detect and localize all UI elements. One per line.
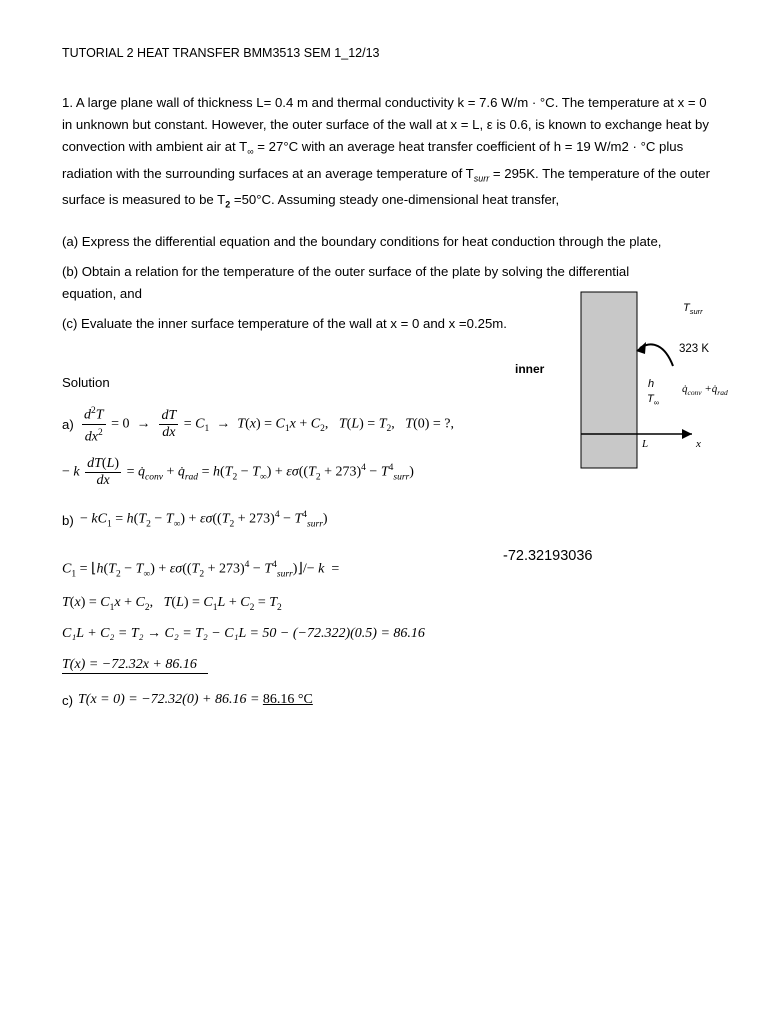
part-b-label: b) — [62, 513, 74, 528]
problem-text-4: =50°C. Assuming steady one-dimensional heat transfer, — [230, 192, 560, 208]
equation-boundary: − k $\frac{dT(L)}{dx}$ = $q̇_{conv}$ + $q̇_{rad} = h(T_2 - T_\infty) + \varepsilon\sigma((T_2 + 273)^4 - T^4_{surr})$ — [62, 456, 414, 488]
x-axis-arrowhead — [682, 429, 692, 439]
diagram-inner-label: inner — [515, 362, 545, 376]
equation-c — [78, 692, 313, 708]
diagram-h-label: h — [648, 378, 655, 390]
question-b: (b) Obtain a relation for the temperature of the outer surface of the plate by solving the differential equation, and — [62, 264, 630, 301]
diagram-q-label: $q̇_{conv}$ $+q̇_{rad}$ — [682, 383, 728, 398]
answer-value: 86.16 °C — [262, 692, 313, 707]
question-a: (a) Express the differential equation and the boundary conditions for heat conduction through the plate, — [62, 234, 662, 249]
wall-rectangle — [581, 292, 637, 468]
diagram-t-inf-label: $T_\infty$ — [647, 393, 660, 408]
equation-c2: C₁L + C₂ = T₂ → C₂ = T₂ − C₁L = 50 − (−72.322)(0.5) = 86.16 — [62, 626, 425, 641]
part-a-label: a) — [62, 417, 74, 432]
diagram-L-label: L — [642, 438, 649, 450]
c1-value: -72.32193036 — [503, 548, 593, 564]
solution-heading: Solution — [62, 375, 110, 390]
t2-subscript: 2 — [225, 199, 231, 210]
wall-diagram — [560, 290, 760, 480]
problem-statement — [62, 92, 717, 216]
equation-tx-general: $T(x) = C_1x + C_2$, $T(L) = C_1L + C_2 = T_2$ — [62, 595, 282, 613]
diagram-t-surr-label: $T_{surr}$ — [683, 302, 703, 317]
document-title: TUTORIAL 2 HEAT TRANSFER BMM3513 SEM 1_12/13 — [62, 46, 380, 60]
t-surr-subscript: surr — [473, 173, 490, 184]
wall-diagram-svg — [560, 290, 760, 480]
equation-tx-result: T(x) = −72.32x + 86.16 — [62, 657, 208, 674]
question-c: (c) Evaluate the inner surface temperature of the wall at x = 0 and x =0.25m. — [62, 316, 507, 331]
equation-c1: $C_1$ = $⌊h(T_2 - T_\infty) + \varepsilon\sigma((T_2 + 273)^4$ − $T^4_{surr})⌋/- k$ = — [62, 560, 340, 580]
problem-text-1: 1. A large plane wall of thickness L= 0.4 m and thermal conductivity k = 7.6 W/m · °C. The temperature at x = 0 in unknown but constant. However, the outer surface of the wall at x = L, ε is 0.6, is known to exchange heat by convection with ambient air at T — [62, 95, 709, 154]
equation-a: $\frac{d^2T}{dx^2}$ = 0 → $\frac{dT}{dx}$ = $C_1 \to T(x) = C_1x + C_2$, $T(L) = T_2$, T(0) = ?, — [80, 403, 454, 445]
t-inf-subscript: ∞ — [247, 146, 254, 157]
diagram-323k-label: 323 K — [679, 343, 710, 355]
problem-text-3: = 295K. The temperature of the outer surface is measured to be T — [62, 165, 710, 208]
part-c-label: c) — [62, 693, 73, 708]
problem-text-2: = 27°C with an average heat transfer coefficient of h = 19 W/m2 · °C plus radiation with the surrounding surfaces at an average temperature of T — [62, 139, 684, 181]
diagram-x-label: x — [696, 438, 701, 450]
equation-c-text: T(x = 0) = −72.32(0) + 86.16 = — [78, 692, 263, 707]
equation-b: − $kC_1 = h(T_2 - T_\infty) + \varepsilon\sigma((T_2 + 273)^4 - T^4_{surr})$ — [80, 510, 328, 530]
